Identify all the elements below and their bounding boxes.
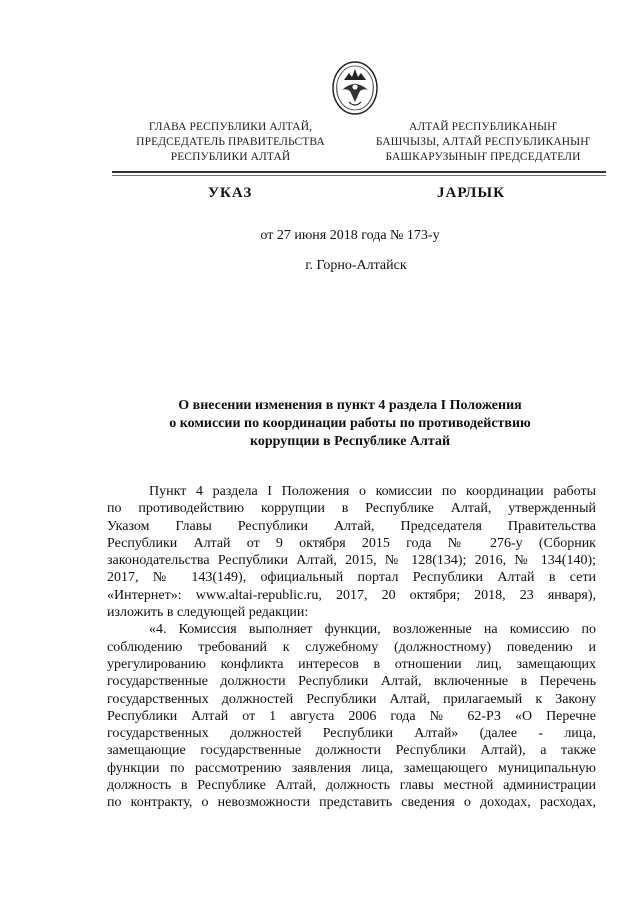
title-line: о комиссии по координации работы по противодействию bbox=[169, 416, 531, 431]
issuer-right-line: АЛТАЙ РЕСПУБЛИКАНЫҤ bbox=[409, 121, 557, 133]
body-line: законодательства Республики Алтай, 2015, № 128(134); 2016, № 134(140); bbox=[107, 553, 596, 569]
issuer-right-line: БАШКАРУЗЫНЫҤ ПРЕДСЕДАТЕЛИ bbox=[385, 151, 581, 163]
body-line: по противодействию коррупции в Республике Алтай, утвержденный bbox=[107, 501, 596, 517]
doc-type-ru: УКАЗ bbox=[208, 185, 253, 201]
issuer-left-block bbox=[118, 120, 343, 165]
issuer-right-line: БАШЧЫЗЫ, АЛТАЙ РЕСПУБЛИКАНЫҤ bbox=[375, 136, 591, 148]
body-line: урегулированию конфликта интересов в отношении лиц, замещающих bbox=[107, 656, 596, 672]
body-line: изложить в следующей редакции: bbox=[107, 605, 309, 621]
body-line: государственных должностей Республики Алтай, прилагаемый к Закону bbox=[107, 691, 596, 707]
issuer-left-line: РЕСПУБЛИКИ АЛТАЙ bbox=[170, 151, 291, 163]
decree-date-number: от 27 июня 2018 года № 173-у bbox=[260, 228, 440, 243]
body-line: по контракту, о невозможности представить сведения о доходах, расходах, bbox=[107, 795, 596, 811]
body-line: государственные должности Республики Алтай, включенные в Перечень bbox=[107, 674, 596, 690]
issuer-left-line: ПРЕДСЕДАТЕЛЬ ПРАВИТЕЛЬСТВА bbox=[136, 136, 325, 148]
body-line: Пункт 4 раздела I Положения о комиссии по координации работы bbox=[149, 484, 596, 499]
body-line: функции по рассмотрению заявления лица, замещающего муниципальную bbox=[107, 760, 596, 776]
body-line: Республики Алтай от 1 августа 2006 года № 62-РЗ «О Перечне bbox=[107, 708, 596, 724]
issuer-left-line: ГЛАВА РЕСПУБЛИКИ АЛТАЙ, bbox=[148, 121, 313, 133]
body-line: соблюдению требований к служебному (должностному) поведению и bbox=[107, 639, 596, 655]
body-line: «Интернет»: www.altai-republic.ru, 2017, 20 октября; 2018, 23 января), bbox=[107, 587, 596, 603]
coat-of-arms-icon bbox=[330, 58, 380, 116]
issuer-right-block bbox=[358, 120, 608, 165]
decree-body bbox=[107, 483, 596, 812]
body-line: государственных должностей Республики Алтай» (далее - лица, bbox=[107, 726, 596, 742]
decree-title bbox=[130, 397, 570, 451]
title-line: О внесении изменения в пункт 4 раздела I Положения bbox=[178, 398, 522, 413]
body-line: должность в Республике Алтай, должность главы местной администрации bbox=[107, 778, 596, 794]
body-line: замещающие государственные должности Республики Алтай), а также bbox=[107, 743, 596, 759]
body-line: Республики Алтай от 9 октября 2015 года № 276-у (Сборник bbox=[107, 535, 596, 551]
header-divider-thin bbox=[112, 175, 606, 176]
header-divider-thick bbox=[112, 171, 606, 173]
doc-type-alt: ЈАРЛЫК bbox=[437, 185, 506, 201]
body-line: «4. Комиссия выполняет функции, возложенные на комиссию по bbox=[149, 622, 596, 638]
body-line: Указом Главы Республики Алтай, Председателя Правительства bbox=[107, 518, 596, 534]
decree-city: г. Горно-Алтайск bbox=[305, 258, 407, 273]
title-line: коррупции в Республике Алтай bbox=[249, 434, 451, 449]
body-line: 2017, № 143(149), официальный портал Республики Алтай в сети bbox=[107, 570, 596, 586]
